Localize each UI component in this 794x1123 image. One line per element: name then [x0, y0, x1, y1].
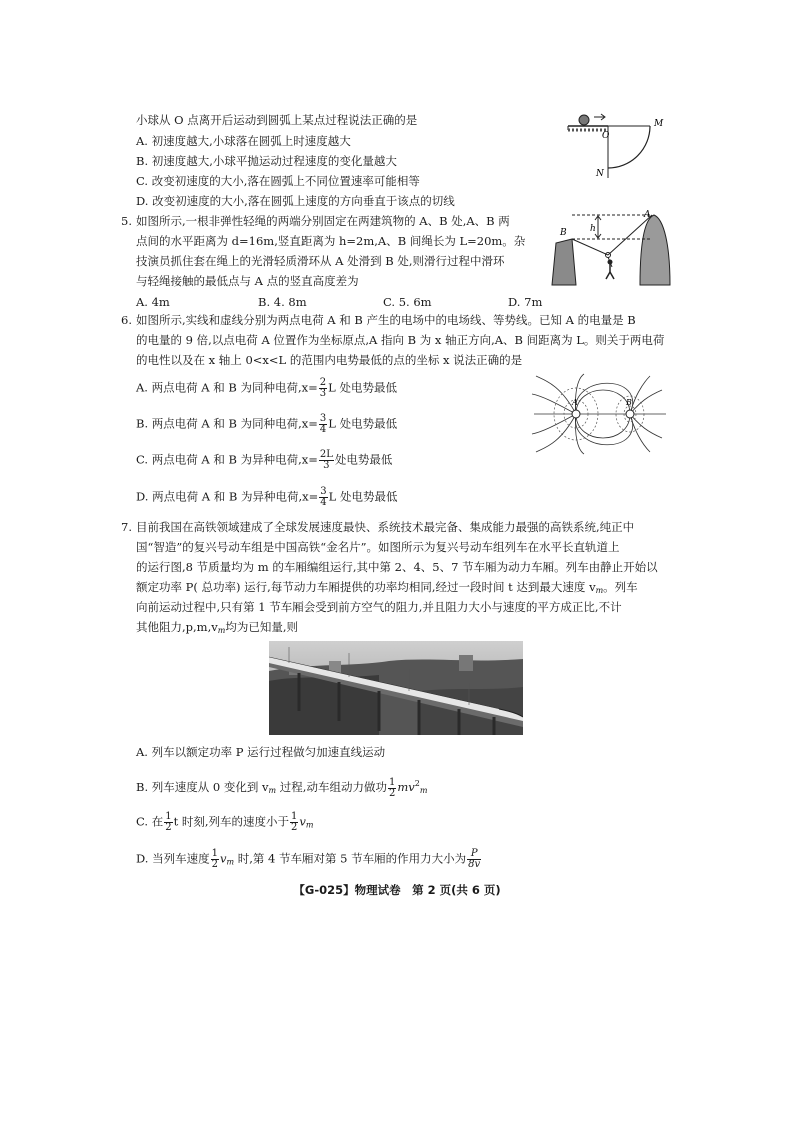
q7-line-2: 国“智造”的复兴号动车组是中国高铁“金名片”。如图所示为复兴号动车组列车在水平长直轨道上 [136, 540, 620, 554]
q5-option-b: B. 4. 8m [258, 295, 307, 309]
q7-option-a: A. 列车以额定功率 P 运行过程做匀加速直线运动 [136, 745, 386, 759]
q7-line-4: 额定功率 P( 总功率) 运行,每节动力车厢提供的功率均相同,经过一段时间 t 达到最大速度 $v_m$。列车 [136, 580, 638, 595]
q4-arc-figure [560, 108, 680, 186]
q5-number: 5. [121, 214, 132, 228]
q7-option-c: C. 在 $\frac{1}{2}$ t 时刻,列车的速度小于 $\frac{1}{2}$ $v_m$ [136, 811, 314, 833]
q7-number: 7. [121, 520, 132, 534]
q4-label-n: N [596, 169, 604, 179]
q7-option-b: B. 列车速度从 0 变化到 $v_m$ 过程,动车组动力做功 $\frac{1}{2}$ $mv^2_m$ [136, 776, 428, 799]
q4-option-d: D. 改变初速度的大小,落在圆弧上速度的方向垂直于该点的切线 [136, 194, 455, 208]
q5-line-4: 与轻绳接触的最低点与 A 点的竖直高度差为 [136, 274, 359, 288]
q6-line-1: 如图所示,实线和虚线分别为两点电荷 A 和 B 产生的电场中的电场线、等势线。已知 A 的电量是 B [136, 313, 636, 327]
q5-label-h: h [590, 224, 596, 234]
q7-line-3: 的运行图,8 节质量均为 m 的车厢编组运行,其中第 2、4、5、7 节车厢为动力车厢。列车由静止开始以 [136, 560, 658, 574]
q5-option-a: A. 4m [136, 295, 170, 309]
train-photo [269, 641, 523, 735]
q4-label-m: M [654, 119, 664, 129]
q6-option-b: B. 两点电荷 A 和 B 为同种电荷,x= $\frac{3}{4}$ L 处电势最低 [136, 413, 398, 435]
q4-stem-tail: 小球从 O 点离开后运动到圆弧上某点过程说法正确的是 [136, 113, 418, 127]
q7-option-d: D. 当列车速度 $\frac{1}{2}$ $v_m$ 时,第 4 节车厢对第 5 节车厢的作用力大小为 $\frac{P}{8v}$ [136, 848, 481, 870]
q6-line-2: 的电量的 9 倍,以点电荷 A 位置作为坐标原点,A 指向 B 为 x 轴正方向,A、B 间距离为 L。则关于两电荷 [136, 333, 665, 347]
q6-option-a: A. 两点电荷 A 和 B 为同种电荷,x= $\frac{2}{3}$ L 处电势最低 [136, 377, 397, 399]
q6-line-3: 的电性以及在 x 轴上 0<x<L 的范围内电势最低的点的坐标 x 说法正确的是 [136, 353, 523, 367]
q6-label-b: B [626, 398, 632, 407]
q5-option-c: C. 5. 6m [383, 295, 432, 309]
q6-label-a: A [572, 398, 578, 407]
q5-line-2: 点间的水平距离为 d=16m,竖直距离为 h=2m,A、B 间绳长为 L=20m。杂 [136, 234, 526, 248]
q5-line-3: 技演员抓住套在绳上的光滑轻质滑环从 A 处滑到 B 处,则滑行过程中滑环 [136, 254, 505, 268]
q5-label-b: B [560, 228, 567, 238]
q4-option-b: B. 初速度越大,小球平抛运动过程速度的变化量越大 [136, 154, 397, 168]
q6-number: 6. [121, 313, 132, 327]
q5-rope-figure [548, 205, 678, 287]
q7-line-1: 目前我国在高铁领域建成了全球发展速度最快、系统技术最完备、集成能力最强的高铁系统,纯正中 [136, 520, 635, 534]
q7-line-6: 其他阻力$,p,m,v_m$均为已知量,则 [136, 620, 298, 635]
q4-label-o: O [602, 131, 610, 141]
q6-option-c: C. 两点电荷 A 和 B 为异种电荷,x= $\frac{2L}{3}$ 处电势最低 [136, 449, 393, 471]
q6-field-figure [530, 372, 670, 456]
q5-option-d: D. 7m [508, 295, 543, 309]
q6-option-d: D. 两点电荷 A 和 B 为异种电荷,x= $\frac{3}{4}$ L 处电势最低 [136, 486, 398, 508]
q5-line-1: 如图所示,一根非弹性轻绳的两端分别固定在两建筑物的 A、B 处,A、B 两 [136, 214, 510, 228]
q4-option-c: C. 改变初速度的大小,落在圆弧上不同位置速率可能相等 [136, 174, 420, 188]
q4-option-a: A. 初速度越大,小球落在圆弧上时速度越大 [136, 134, 351, 148]
q5-label-a: A [644, 210, 651, 220]
q7-line-5: 向前运动过程中,只有第 1 节车厢会受到前方空气的阻力,并且阻力大小与速度的平方成正比,不计 [136, 600, 622, 614]
page-footer: 【G-025】物理试卷 第 2 页(共 6 页) [293, 883, 501, 897]
